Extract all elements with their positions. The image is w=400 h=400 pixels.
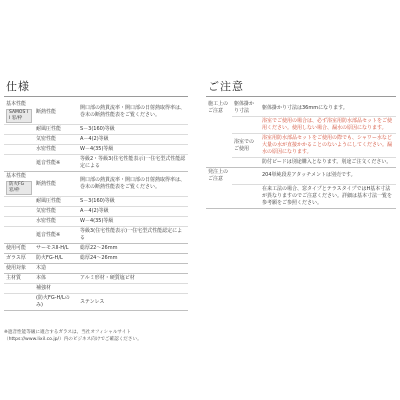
notes-title-rule — [206, 96, 396, 97]
note-category: 施工上の ご注意 — [208, 101, 229, 115]
spec-value: A－4(2)等級 — [78, 135, 188, 145]
spec-category — [4, 264, 34, 274]
spec-value: 総厚22～26mm — [78, 244, 188, 254]
note-row — [206, 184, 396, 208]
notes-table — [206, 100, 396, 209]
spec-category-label: 使用可能 — [6, 245, 27, 251]
spec-footnote-2: （https://www.lixil.co.jp/）内のビジネス向けでご確認ください。 — [4, 337, 142, 342]
spec-label: 遮音性能※ — [34, 227, 78, 244]
spec-label: サーモスⅡ-H/L — [34, 244, 78, 254]
note-text: 躯体掛かり寸法は36mmになります。 — [260, 100, 396, 117]
spec-category — [4, 207, 34, 217]
spec-product-badge: SAMOS II 窓/枠 — [6, 109, 32, 123]
note-subcategory — [232, 117, 260, 134]
notes-title: ご注意 — [208, 80, 244, 93]
spec-row — [4, 244, 188, 254]
spec-category — [4, 284, 34, 294]
spec-value: A－4(2)等級 — [78, 207, 188, 217]
note-category — [206, 184, 232, 208]
note-row — [206, 117, 396, 134]
spec-label: 気密性能 — [34, 135, 78, 145]
spec-category — [4, 100, 34, 125]
spec-category — [4, 217, 34, 227]
spec-title: 仕様 — [6, 80, 30, 93]
spec-product-badge: 防火FG 窓/枠 — [6, 181, 32, 195]
spec-category-label: 基本性能 — [6, 173, 27, 179]
note-row — [206, 134, 396, 158]
spec-category — [4, 135, 34, 145]
spec-value: 開口部の熱貫流率・開口部の日射熱取得率は、巻末の断熱性能表をご覧ください。 — [78, 100, 188, 125]
spec-category — [4, 254, 34, 264]
note-row — [206, 100, 396, 117]
note-row — [206, 158, 396, 168]
spec-category-label: 基本性能 — [6, 101, 27, 107]
spec-row — [4, 125, 188, 135]
spec-category — [4, 155, 34, 172]
note-category — [206, 117, 232, 134]
spec-row — [4, 254, 188, 264]
note-subcategory — [232, 158, 260, 168]
spec-category — [4, 197, 34, 207]
spec-value: アルミ形材・硬質塩ビ材 — [78, 274, 188, 284]
spec-row — [4, 155, 188, 172]
spec-category-label: ガラス厚 — [6, 255, 26, 261]
note-subcategory: 躯体掛かり寸法 — [232, 100, 260, 117]
spec-category-label: 主材質 — [6, 275, 22, 281]
note-category — [206, 158, 232, 168]
spec-label: (防火FG-H/Lのみ) — [34, 294, 78, 311]
spec-category-label: 使用対象 — [6, 265, 27, 271]
spec-row — [4, 227, 188, 244]
spec-label: 防火FG-H/L — [34, 254, 78, 264]
spec-category — [4, 227, 34, 244]
spec-row — [4, 217, 188, 227]
note-text: 防付ビードは別途購入となります。別途ご注文ください。 — [260, 158, 396, 168]
spec-label: 耐風圧性能 — [34, 125, 78, 135]
spec-category — [4, 125, 34, 135]
note-text: 在来工法の場合、窓タイプとテラスタイプではH基本寸法が異なりますのでご注意ください。詳細は基本寸法一覧を参考願をご参照ください。 — [260, 184, 396, 208]
spec-label: 断熱性能 — [34, 100, 78, 125]
note-text: 浴室でご使用の場合は、必ず浴室用防水部品セットをご使用ください。使用しない場合、漏水の原因になります。 — [260, 117, 396, 134]
note-subcategory — [232, 168, 260, 185]
spec-row — [4, 135, 188, 145]
spec-value: W－4(35)等級 — [78, 145, 188, 155]
spec-row — [4, 264, 188, 274]
spec-label: 本体 — [34, 274, 78, 284]
spec-row — [4, 100, 188, 125]
spec-row — [4, 284, 188, 294]
note-text: 浴室用防水部品セットをご使用の際でも、シャワー水など大量の水が直接かかることのないようにしてください。漏水の原因になります。 — [260, 134, 396, 158]
spec-label: 補強材 — [34, 284, 78, 294]
spec-value: W－4(35)等級 — [78, 217, 188, 227]
spec-value: S－3(160)等級 — [78, 125, 188, 135]
note-row — [206, 168, 396, 185]
spec-row — [4, 274, 188, 284]
spec-value: 等級3(住宅性能表示)一住宅型式性能認定による — [78, 227, 188, 244]
spec-footnote-1: ※遮音性能等級に適合するガラスは、当社オフィシャルサイト — [4, 330, 131, 335]
spec-category — [4, 294, 34, 311]
spec-value — [78, 284, 188, 294]
note-category — [206, 134, 232, 158]
spec-category — [4, 244, 34, 254]
spec-label: 水密性能 — [34, 217, 78, 227]
spec-row — [4, 145, 188, 155]
spec-table — [4, 100, 188, 311]
spec-value: 等級2・等級3(住宅性能表示)一住宅型式性能認定による — [78, 155, 188, 172]
spec-value: 開口部の熱貫流率・開口部の日射熱取得率は、巻末の断熱性能表をご覧ください。 — [78, 172, 188, 197]
note-subcategory: 浴室での ご使用 — [232, 134, 260, 158]
spec-value: 総厚24～26mm — [78, 254, 188, 264]
spec-label: 水密性能 — [34, 145, 78, 155]
spec-label: 断熱性能 — [34, 172, 78, 197]
spec-row — [4, 172, 188, 197]
spec-value: ステンレス — [78, 294, 188, 311]
spec-category — [4, 145, 34, 155]
note-subcategory — [232, 184, 260, 208]
spec-row — [4, 294, 188, 311]
spec-label: 木造 — [34, 264, 78, 274]
spec-label: 耐風圧性能 — [34, 197, 78, 207]
spec-category — [4, 172, 34, 197]
spec-title-rule — [4, 96, 188, 97]
spec-row — [4, 197, 188, 207]
spec-category — [4, 274, 34, 284]
note-category: 発注上の ご注意 — [208, 169, 229, 182]
spec-label: 気密性能 — [34, 207, 78, 217]
note-text: 204単純段差アタッチメントは別売です。 — [260, 168, 396, 185]
spec-value — [78, 264, 188, 274]
spec-row — [4, 207, 188, 217]
spec-label: 遮音性能※ — [34, 155, 78, 172]
spec-value: S－3(160)等級 — [78, 197, 188, 207]
